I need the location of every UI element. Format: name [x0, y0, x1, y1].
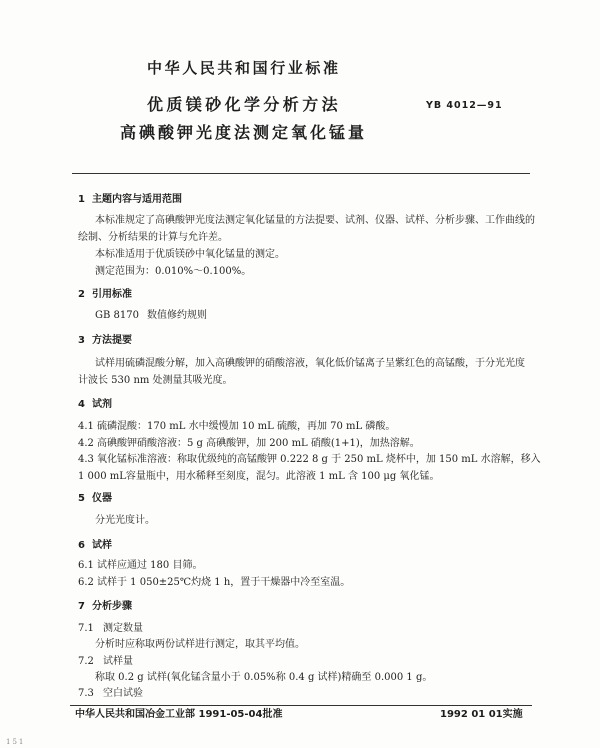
section-3-line: 试样用硫磷混酸分解，加入高碘酸钾的硝酸溶液，氧化低价锰离子呈紫红色的高锰酸，于分光光度 — [95, 358, 525, 369]
item-text: 试样应通过 180 目筛。 — [97, 560, 203, 571]
page-number: 151 — [6, 738, 26, 746]
title-line-2: 高碘酸钾光度法测定氧化锰量 — [120, 123, 368, 142]
item-number: 7.1 — [78, 623, 94, 634]
item-number: 4.3 — [78, 454, 94, 465]
section-4-number: 4 — [78, 399, 85, 410]
section-6-number: 6 — [78, 540, 85, 551]
item-title: 空白试验 — [103, 688, 143, 699]
section-3-number: 3 — [78, 335, 85, 346]
section-2-heading: 引用标准 — [92, 289, 132, 300]
item-text-continuation: 1 000 mL容量瓶中，用水稀释至刻度，混匀。此溶液 1 mL 含 100 μg 氧化锰。 — [78, 471, 440, 482]
item-number: 7.2 — [78, 656, 94, 667]
footer-divider — [70, 705, 532, 706]
item-title: 试样量 — [103, 656, 133, 667]
item-number: 6.2 — [78, 577, 94, 588]
section-4-heading: 试剂 — [92, 399, 112, 410]
section-5-number: 5 — [78, 493, 85, 504]
section-7-heading: 分析步骤 — [92, 601, 132, 612]
standard-category: 中华人民共和国行业标准 — [147, 59, 341, 77]
section-2-number: 2 — [78, 289, 85, 300]
section-1-line: 本标准规定了高碘酸钾光度法测定氧化锰量的方法提要、试剂、仪器、试样、分析步骤、工作曲线的 — [95, 215, 535, 226]
section-1-line: 测定范围为：0.010%～0.100%。 — [95, 266, 252, 277]
section-5-heading: 仪器 — [92, 493, 112, 504]
reference-title: 数值修约规则 — [147, 310, 207, 321]
item-text: 称取 0.2 g 试样(氧化锰含量小于 0.05%称 0.4 g 试样)精确至 0.000 1 g。 — [95, 672, 433, 683]
item-number: 7.3 — [78, 688, 94, 699]
standard-code: YB 4012—91 — [426, 100, 503, 111]
item-text: 试样于 1 050±25℃灼烧 1 h，置于干燥器中冷至室温。 — [97, 577, 351, 588]
effective-date: 1992 01 01实施 — [440, 709, 523, 720]
item-title: 测定数量 — [103, 623, 143, 634]
section-5-line: 分光光度计。 — [95, 515, 155, 526]
header-divider — [72, 173, 530, 174]
item-number: 4.1 — [78, 421, 94, 432]
approval-statement: 中华人民共和国冶金工业部 1991-05-04批准 — [75, 709, 283, 720]
section-1-heading: 主题内容与适用范围 — [92, 194, 182, 205]
item-number: 6.1 — [78, 560, 94, 571]
item-text: 高碘酸钾硝酸溶液：5 g 高碘酸钾，加 200 mL 硝酸(1+1)，加热溶解。 — [97, 438, 420, 449]
section-3-line: 计波长 530 nm 处测量其吸光度。 — [78, 375, 233, 386]
section-1-line: 本标准适用于优质镁砂中氧化锰量的测定。 — [95, 249, 285, 260]
section-3-heading: 方法提要 — [92, 335, 132, 346]
item-text: 分析时应称取两份试样进行测定，取其平均值。 — [95, 639, 305, 650]
reference-code: GB 8170 — [95, 310, 139, 321]
item-number: 4.2 — [78, 438, 94, 449]
section-1-line: 绘制、分析结果的计算与允许差。 — [78, 232, 228, 243]
section-6-heading: 试样 — [92, 540, 112, 551]
section-7-number: 7 — [78, 601, 85, 612]
title-line-1: 优质镁砂化学分析方法 — [147, 95, 342, 114]
section-1-number: 1 — [78, 194, 85, 205]
item-text: 氧化锰标准溶液：称取优级纯的高锰酸钾 0.222 8 g 于 250 mL 烧杯中，加 150 mL 水溶解，移入 — [97, 454, 541, 465]
item-text: 硫磷混酸：170 mL 水中缓慢加 10 mL 硫酸，再加 70 mL 磷酸。 — [97, 421, 396, 432]
